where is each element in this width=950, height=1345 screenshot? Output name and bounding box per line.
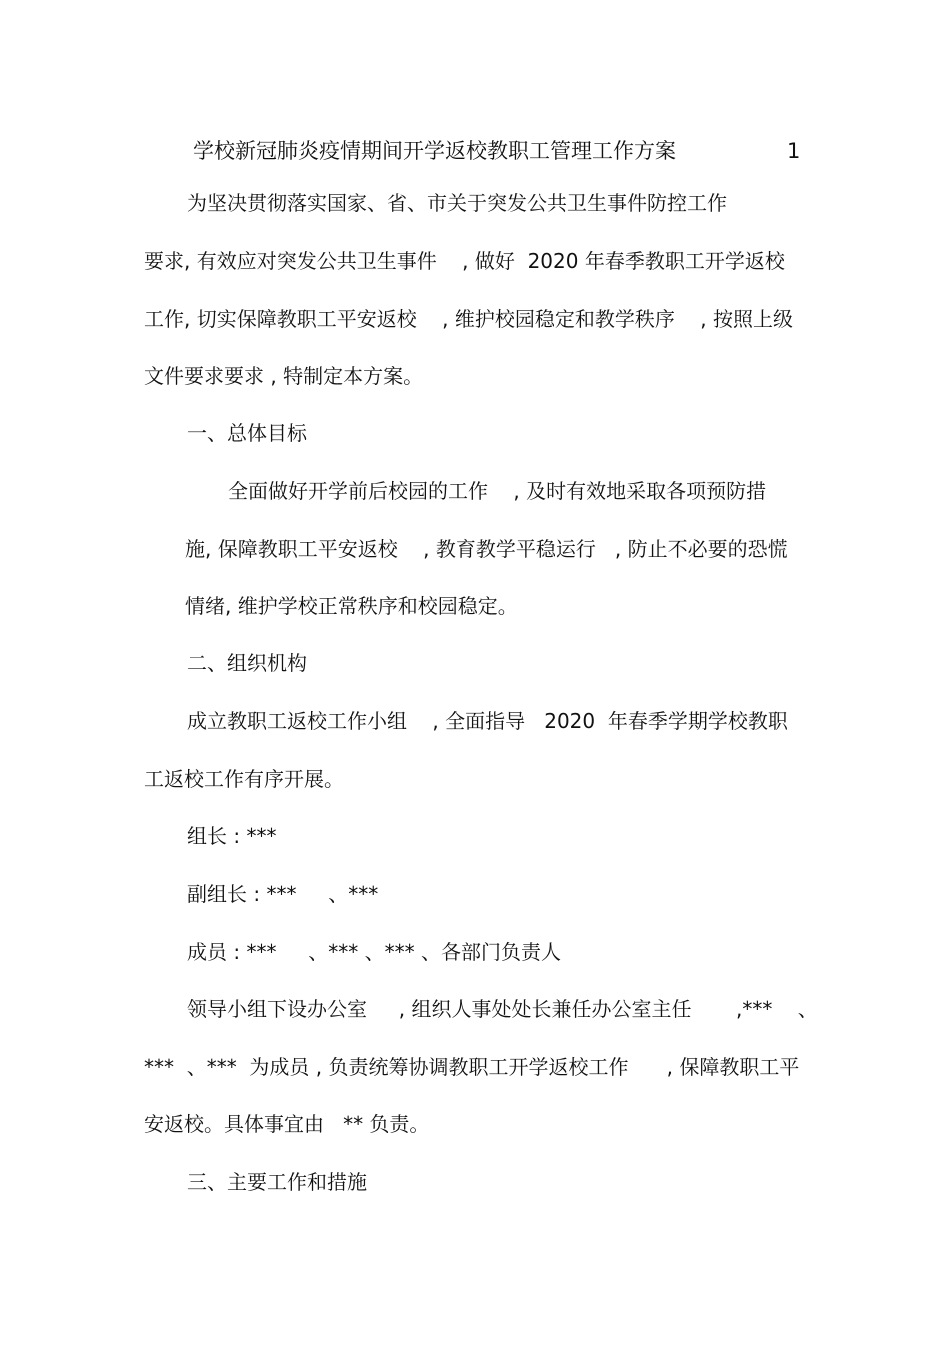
paragraph-line: 工作, 切实保障教职工平安返校 , 维护校园稳定和教学秩序 , 按照上级 [144, 307, 794, 331]
paragraph-line: 文件要求要求 , 特制定本方案。 [144, 364, 424, 388]
paragraph-line: 安返校。具体事宜由 ** 负责。 [144, 1112, 430, 1136]
paragraph-line: 施, 保障教职工平安返校 , 教育教学平稳运行 , 防止不必要的恐慌 [185, 537, 788, 561]
paragraph-line: 情绪, 维护学校正常秩序和校园稳定。 [185, 594, 518, 618]
paragraph-line: 副组长 : *** 、*** [187, 882, 379, 906]
paragraph-line: 全面做好开学前后校园的工作 , 及时有效地采取各项预防措 [228, 479, 767, 503]
paragraph-line: 成立教职工返校工作小组 , 全面指导 2020 年春季学期学校教职 [187, 709, 788, 733]
paragraph-line: *** 、*** 为成员 , 负责统筹协调教职工开学返校工作 , 保障教职工平 [144, 1055, 800, 1079]
paragraph-line: 要求, 有效应对突发公共卫生事件 , 做好 2020 年春季教职工开学返校 [144, 249, 785, 273]
paragraph-line: 组长 : *** [187, 824, 277, 848]
page-number: 1 [787, 139, 801, 163]
paragraph-line: 领导小组下设办公室 , 组织人事处处长兼任办公室主任 ,*** 、 [187, 997, 818, 1021]
paragraph-line: 工返校工作有序开展。 [144, 767, 344, 791]
paragraph-line: 成员 : *** 、*** 、*** 、各部门负责人 [187, 940, 561, 964]
document-title: 学校新冠肺炎疫情期间开学返校教职工管理工作方案 [193, 139, 676, 163]
section-heading: 二、组织机构 [187, 651, 307, 675]
section-heading: 一、总体目标 [187, 421, 307, 445]
paragraph-line: 为坚决贯彻落实国家、省、市关于突发公共卫生事件防控工作 [187, 191, 727, 215]
section-heading: 三、主要工作和措施 [187, 1170, 367, 1194]
